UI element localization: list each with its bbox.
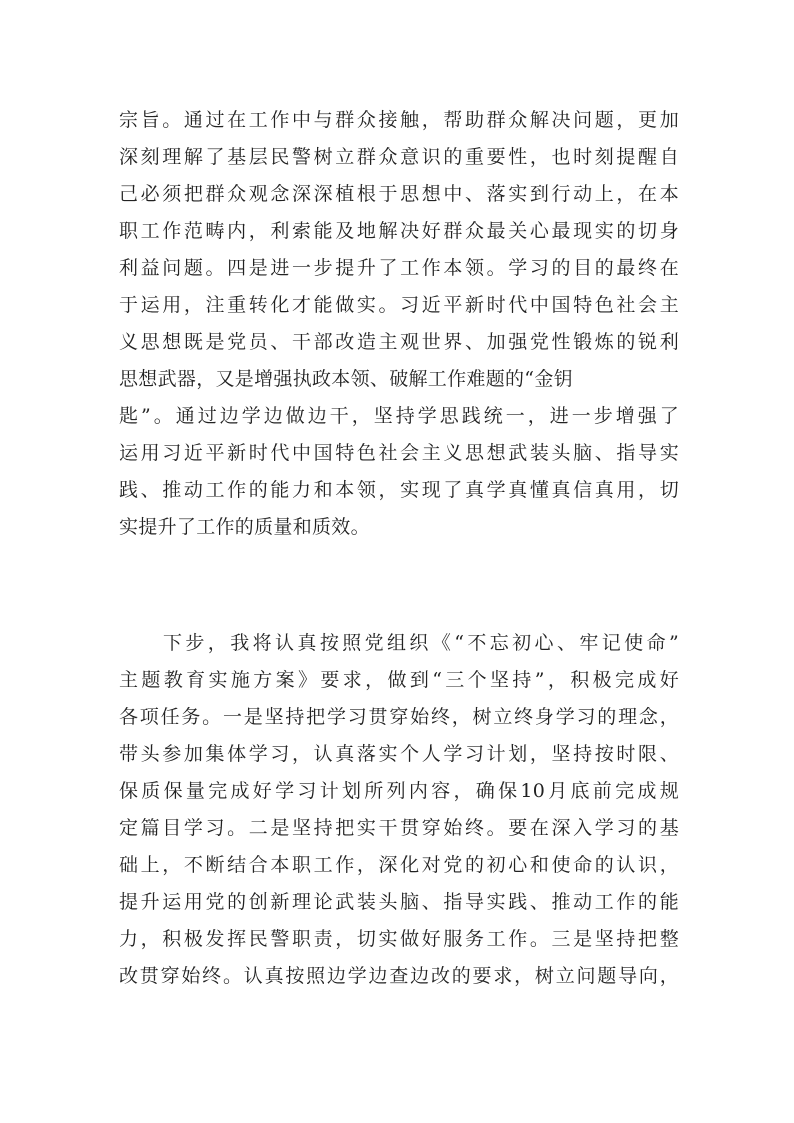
text-line: 改贯穿始终。认真按照边学边查边改的要求，树立问题导向， [119, 965, 679, 987]
text-line: 主题教育实施方案》要求，做到“三个坚持”，积极完成好 [119, 669, 679, 691]
text-line: 利益问题。四是进一步提升了工作本领。学习的目的最终在 [119, 257, 679, 279]
text-line: 保质保量完成好学习计划所列内容，确保10月底前完成规 [119, 780, 679, 802]
text-line: 各项任务。一是坚持把学习贯穿始终，树立终身学习的理念， [119, 706, 679, 728]
text-line: 定篇目学习。二是坚持把实干贯穿始终。要在深入学习的基 [119, 817, 679, 839]
text-line: 己必须把群众观念深深植根于思想中、落实到行动上，在本 [119, 183, 679, 205]
text-line: 践、推动工作的能力和本领，实现了真学真懂真信真用，切 [119, 479, 679, 501]
text-line: 带头参加集体学习，认真落实个人学习计划，坚持按时限、 [119, 743, 679, 765]
text-line: 于运用，注重转化才能做实。习近平新时代中国特色社会主 [119, 294, 679, 316]
text-line: 职工作范畴内，利索能及地解决好群众最关心最现实的切身 [119, 220, 679, 242]
text-line: 提升运用党的创新理论武装头脑、指导实践、推动工作的能 [119, 891, 679, 913]
text-line: 力，积极发挥民警职责，切实做好服务工作。三是坚持把整 [119, 928, 679, 950]
text-line: 实提升了工作的质量和质效。 [119, 516, 370, 538]
text-line: 深刻理解了基层民警树立群众意识的重要性，也时刻提醒自 [119, 146, 679, 168]
text-line: 宗旨。通过在工作中与群众接触，帮助群众解决问题，更加 [119, 109, 679, 131]
text-line: 下步，我将认真按照党组织《“不忘初心、牢记使命” [163, 632, 679, 654]
text-line: 匙”。通过边学边做边干，坚持学思践统一，进一步增强了 [119, 405, 679, 427]
text-line: 运用习近平新时代中国特色社会主义思想武装头脑、指导实 [119, 442, 679, 464]
text-line: 础上，不断结合本职工作，深化对党的初心和使命的认识， [119, 854, 679, 876]
text-line: 思想武器，又是增强执政本领、破解工作难题的“金钥 [119, 368, 573, 390]
text-line: 义思想既是党员、干部改造主观世界、加强党性锻炼的锐利 [119, 331, 679, 353]
